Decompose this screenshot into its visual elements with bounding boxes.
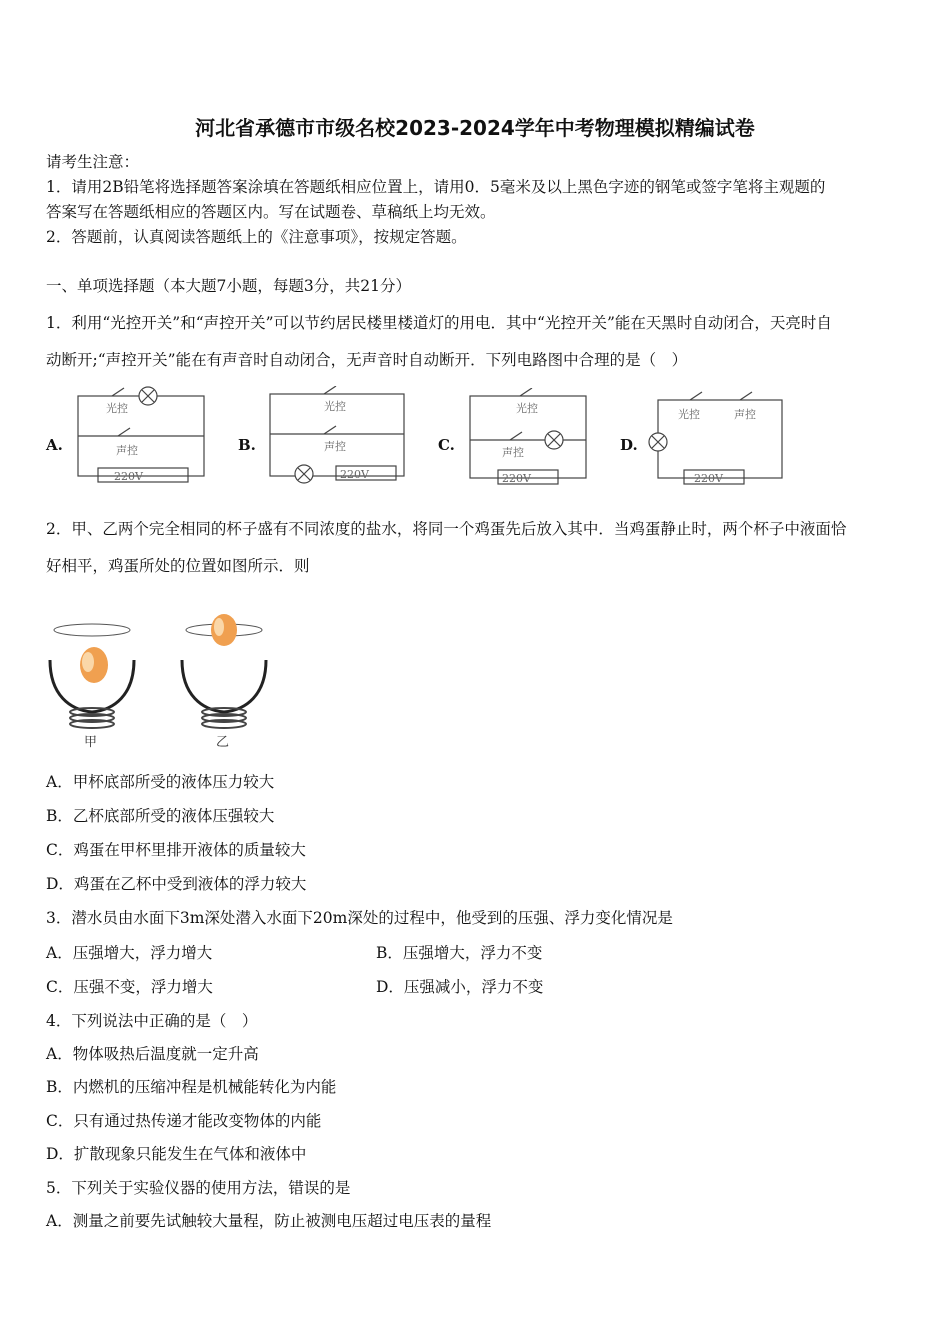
circuit-b-sound-switch-label: 声控: [324, 440, 346, 453]
circuit-a-voltage-label: 220V: [114, 470, 143, 483]
circuit-c-light-switch-label: 光控: [516, 402, 538, 415]
q4-option-d: D．扩散现象只能发生在气体和液体中: [46, 1145, 307, 1163]
q4-option-a: A．物体吸热后温度就一定升高: [46, 1045, 259, 1063]
q1-option-a-label: A.: [46, 436, 63, 454]
exam-title: 河北省承德市市级名校2023-2024学年中考物理模拟精编试卷: [195, 116, 755, 140]
cup-yi-label: 乙: [216, 735, 230, 750]
q1-stem-line-2: 动断开;“声控开关”能在有声音时自动闭合，无声音时自动断开．下列电路图中合理的是（ ）: [46, 351, 688, 369]
section-heading: 一、单项选择题（本大题7小题，每题3分，共21分）: [46, 277, 411, 295]
q3-stem: 3．潜水员由水面下3m深处潜入水面下20m深处的过程中，他受到的压强、浮力变化情况是: [46, 909, 673, 927]
circuit-c-voltage-label: 220V: [502, 472, 531, 485]
circuit-b-light-switch-label: 光控: [324, 400, 346, 413]
q5-option-a: A．测量之前要先试触较大量程，防止被测电压超过电压表的量程: [46, 1212, 492, 1230]
notice-line-1: 1．请用2B铅笔将选择题答案涂填在答题纸相应位置上，请用0．5毫米及以上黑色字迹的钢笔或签字笔将主观题的: [46, 178, 826, 196]
q2-option-c: C．鸡蛋在甲杯里排开液体的质量较大: [46, 841, 306, 859]
circuit-d-sound-switch-label: 声控: [734, 408, 756, 421]
q5-stem: 5．下列关于实验仪器的使用方法，错误的是: [46, 1179, 351, 1197]
q3-option-d: D．压强减小，浮力不变: [376, 978, 544, 996]
q2-stem-line-1: 2．甲、乙两个完全相同的杯子盛有不同浓度的盐水，将同一个鸡蛋先后放入其中．当鸡蛋静止时，两个杯子中液面恰: [46, 520, 847, 538]
circuit-diagram-c: [462, 388, 592, 488]
notice-line-2: 答案写在答题纸相应的答题区内。写在试题卷、草稿纸上均无效。: [46, 203, 496, 221]
q2-option-b: B．乙杯底部所受的液体压强较大: [46, 807, 275, 825]
q1-option-c-label: C.: [438, 436, 455, 454]
circuit-c-sound-switch-label: 声控: [502, 446, 524, 459]
q1-option-b-label: B.: [238, 436, 256, 454]
circuit-d-voltage-label: 220V: [694, 472, 723, 485]
notice-line-3: 2．答题前，认真阅读答题纸上的《注意事项》，按规定答题。: [46, 228, 467, 246]
notice-heading: 请考生注意：: [46, 153, 140, 171]
egg-cups-figure: [44, 600, 284, 756]
cup-jia-label: 甲: [84, 735, 98, 750]
cup-yi: [182, 614, 266, 728]
circuit-b-voltage-label: 220V: [340, 468, 369, 481]
circuit-d-light-switch-label: 光控: [678, 408, 700, 421]
q2-option-d: D．鸡蛋在乙杯中受到液体的浮力较大: [46, 875, 307, 893]
circuit-a-sound-switch-label: 声控: [116, 444, 138, 457]
circuit-a-light-switch-label: 光控: [106, 402, 128, 415]
circuit-diagram-b: [262, 386, 410, 486]
q4-stem: 4．下列说法中正确的是（ ）: [46, 1012, 258, 1030]
q4-option-b: B．内燃机的压缩冲程是机械能转化为内能: [46, 1078, 337, 1096]
q4-option-c: C．只有通过热传递才能改变物体的内能: [46, 1112, 322, 1130]
circuit-diagram-d: [648, 390, 788, 486]
q2-stem-line-2: 好相平，鸡蛋所处的位置如图所示．则: [46, 557, 310, 575]
cup-jia: [50, 624, 134, 728]
q3-option-c: C．压强不变，浮力增大: [46, 978, 213, 996]
q1-stem-line-1: 1．利用“光控开关”和“声控开关”可以节约居民楼里楼道灯的用电．其中“光控开关”能在天黑时自动闭合，天亮时自: [46, 314, 832, 332]
q3-option-a: A．压强增大，浮力增大: [46, 944, 213, 962]
q2-option-a: A．甲杯底部所受的液体压力较大: [46, 773, 275, 791]
q1-option-d-label: D.: [620, 436, 638, 454]
q3-option-b: B．压强增大，浮力不变: [376, 944, 543, 962]
circuit-diagram-a: [70, 382, 212, 484]
